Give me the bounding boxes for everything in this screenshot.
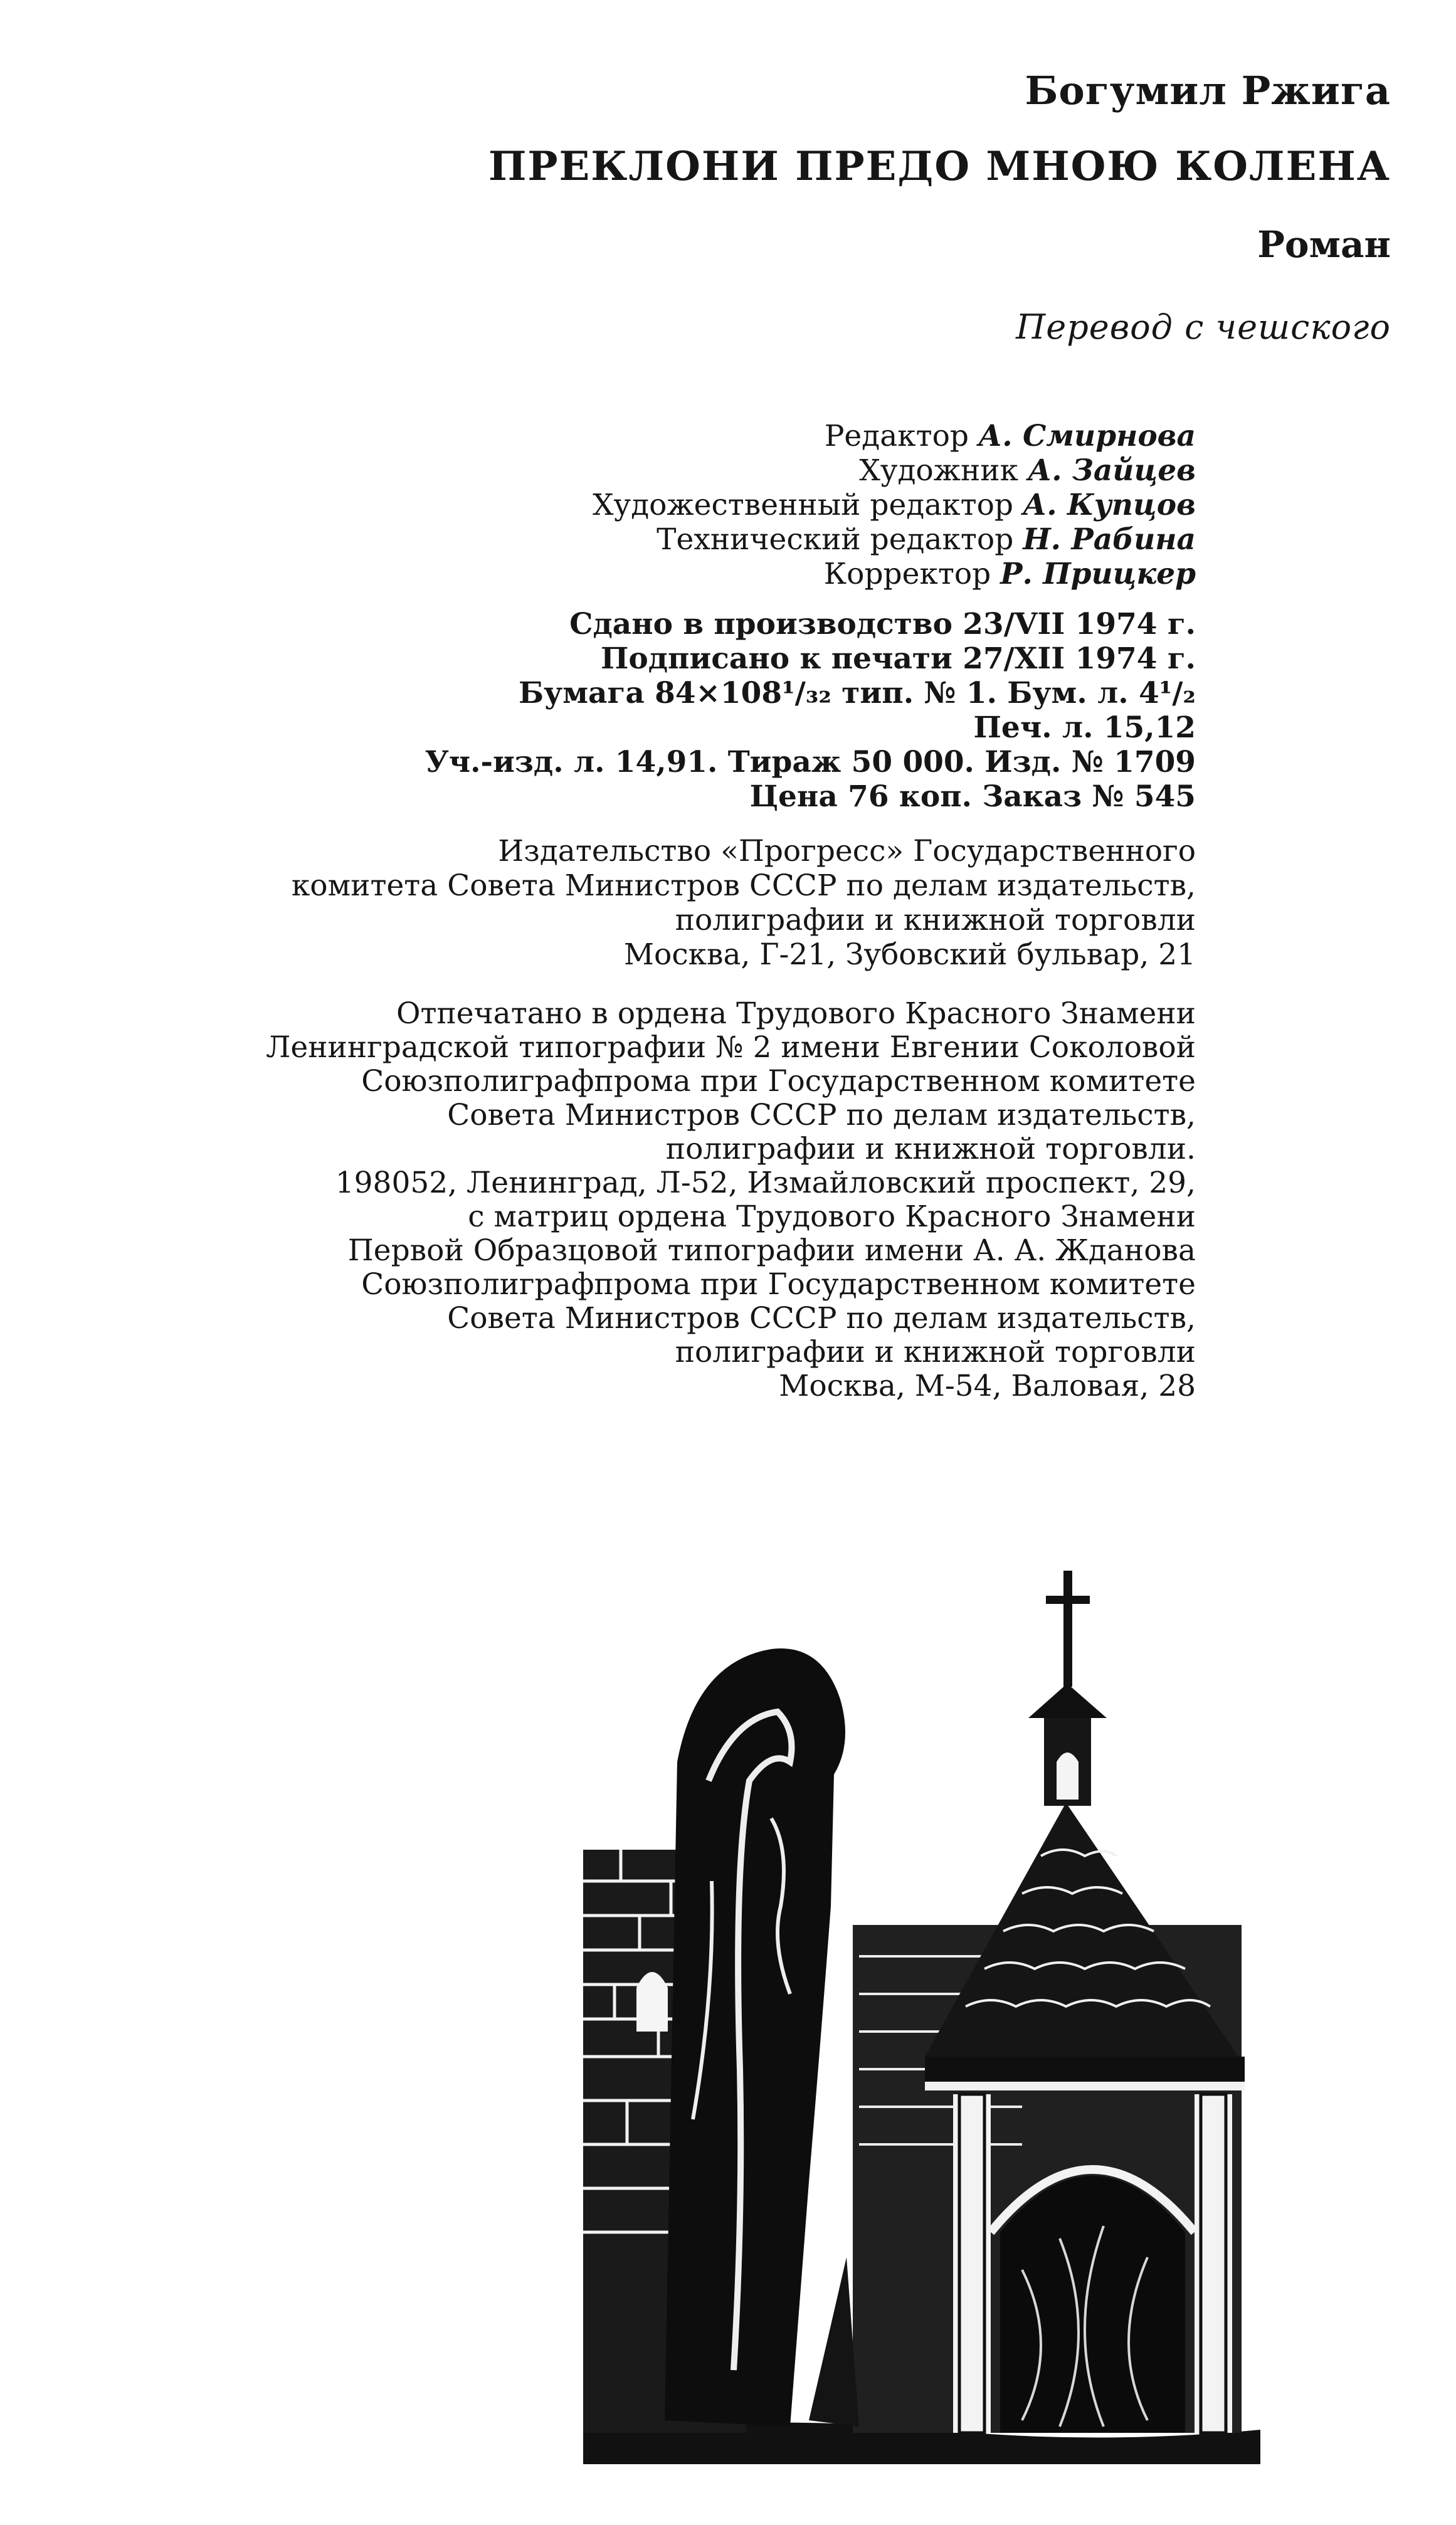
hooded-statue — [665, 1648, 845, 2427]
printer-block — [266, 997, 1196, 1403]
statue-shadow — [809, 2257, 859, 2427]
credit-line — [593, 557, 1196, 591]
credit-person: А. Купцов — [1022, 488, 1196, 522]
cross-bar — [1046, 1596, 1090, 1604]
production-line: Бумага 84×108¹/₃₂ тип. № 1. Бум. л. 4¹/₂ — [518, 676, 1196, 710]
chapel-drawing — [583, 1555, 1260, 2464]
printer-line: полиграфии и книжной торговли — [675, 1335, 1196, 1369]
production-details — [425, 607, 1196, 814]
printer-line: Москва, М-54, Валовая, 28 — [779, 1369, 1196, 1403]
publisher-line: Издательство «Прогресс» Государственного — [498, 834, 1196, 868]
printer-line: Ленинградской типографии № 2 имени Евгении Соколовой — [266, 1030, 1196, 1065]
credit-role: Корректор — [823, 557, 991, 591]
printer-line: Союзполиграфпрома при Государственном комитете — [361, 1064, 1196, 1099]
printer-line: Первой Образцовой типографии имени А. А. Жданова — [347, 1233, 1196, 1268]
translation-note: Перевод с чешского — [1016, 307, 1391, 347]
publisher-line: полиграфии и книжной торговли — [675, 903, 1196, 937]
credit-line — [593, 522, 1196, 557]
production-line: Подписано к печати 27/XII 1974 г. — [600, 641, 1196, 676]
printer-line: Союзполиграфпрома при Государственном комитете — [361, 1267, 1196, 1302]
credit-line — [593, 453, 1196, 488]
credit-role: Художник — [859, 453, 1018, 488]
printer-line: полиграфии и книжной торговли. — [665, 1132, 1196, 1166]
cornice-band — [925, 2082, 1245, 2090]
author-name: Богумил Ржига — [1025, 68, 1391, 113]
turret-roof — [1028, 1684, 1107, 1718]
publisher-line: комитета Совета Министров СССР по делам издательств, — [291, 868, 1196, 903]
production-line: Уч.-изд. л. 14,91. Тираж 50 000. Изд. № 1709 — [425, 745, 1196, 779]
publisher-block — [292, 834, 1196, 972]
credit-person: А. Зайцев — [1027, 453, 1196, 488]
credit-person: А. Смирнова — [978, 419, 1196, 453]
credit-person: Р. Прицкер — [1000, 557, 1196, 591]
printer-line: с матриц ордена Трудового Красного Знамени — [468, 1199, 1196, 1234]
production-line: Сдано в производство 23/VII 1974 г. — [569, 607, 1196, 641]
credits-block — [593, 419, 1196, 591]
book-title: ПРЕКЛОНИ ПРЕДО МНОЮ КОЛЕНА — [488, 143, 1391, 190]
credit-line — [593, 419, 1196, 453]
chapel-illustration — [583, 1555, 1260, 2464]
credit-role: Художественный редактор — [593, 488, 1014, 522]
credit-role: Редактор — [824, 419, 969, 453]
printer-line: Совета Министров СССР по делам издательств, — [447, 1301, 1196, 1336]
cross-icon — [1063, 1571, 1072, 1687]
roof-cornice — [925, 2057, 1245, 2082]
book-genre: Роман — [1257, 223, 1391, 266]
turret-opening — [1057, 1753, 1079, 1800]
printer-line: Совета Министров СССР по делам издательств, — [447, 1098, 1196, 1132]
production-line: Печ. л. 15,12 — [973, 710, 1196, 745]
publisher-line: Москва, Г-21, Зубовский бульвар, 21 — [623, 937, 1196, 972]
printer-line: 198052, Ленинград, Л-52, Измайловский проспект, 29, — [335, 1166, 1196, 1200]
credit-line — [593, 488, 1196, 522]
printer-line: Отпечатано в ордена Трудового Красного Знамени — [396, 996, 1196, 1031]
credit-person: Н. Рабина — [1023, 522, 1196, 557]
production-line: Цена 76 коп. Заказ № 545 — [749, 779, 1196, 814]
gothic-window — [636, 1972, 668, 2032]
credit-role: Технический редактор — [657, 522, 1014, 557]
